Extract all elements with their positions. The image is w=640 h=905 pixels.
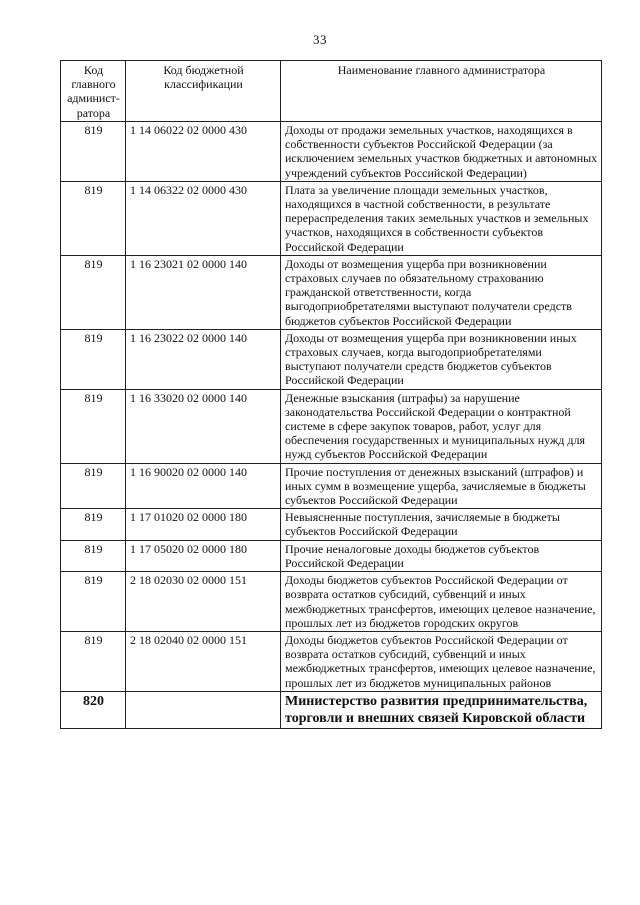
table-row	[61, 572, 602, 632]
bk-code-cell: 1 14 06322 02 0000 430	[126, 181, 281, 255]
table-row	[61, 255, 602, 329]
table-row	[61, 389, 602, 463]
bk-code-cell: 1 17 01020 02 0000 180	[126, 509, 281, 540]
ministry-admin-code: 820	[61, 691, 126, 728]
bk-code-cell: 1 16 90020 02 0000 140	[126, 463, 281, 509]
page-number: 33	[313, 32, 327, 47]
admin-code-cell: 819	[61, 389, 126, 463]
table-header-row	[61, 61, 602, 122]
budget-classification-table	[60, 60, 602, 729]
admin-name-cell: Доходы от возмещения ущерба при возникновении иных страховых случаев, когда выгодоприобретателями выступают получатели средств бюджетов субъектов Российской Федерации	[281, 329, 602, 389]
table-row	[61, 463, 602, 509]
table-row	[61, 329, 602, 389]
admin-code-cell: 819	[61, 329, 126, 389]
admin-code-cell: 819	[61, 509, 126, 540]
bk-code-cell: 2 18 02040 02 0000 151	[126, 631, 281, 691]
admin-name-cell: Прочие поступления от денежных взысканий (штрафов) и иных сумм в возмещение ущерба, зачисляемые в бюджеты субъектов Российской Федерации	[281, 463, 602, 509]
admin-code-cell: 819	[61, 122, 126, 182]
admin-code-cell: 819	[61, 631, 126, 691]
admin-name-cell: Плата за увеличение площади земельных участков, находящихся в частной собственности, в результате перераспределения таких земельных участков и земельных участков, находящихся в собственности субъектов Российской Федерации	[281, 181, 602, 255]
table-row	[61, 540, 602, 571]
admin-code-cell: 819	[61, 540, 126, 571]
admin-name-cell: Доходы от возмещения ущерба при возникновении страховых случаев по обязательному страхованию гражданской ответственности, когда выгодоприобретателями выступают получатели средств бюджетов субъектов Российской Федерации	[281, 255, 602, 329]
header-admin-code: Код главного админист-ратора	[61, 61, 126, 122]
table-row	[61, 181, 602, 255]
admin-code-cell: 819	[61, 181, 126, 255]
admin-name-cell: Невыясненные поступления, зачисляемые в бюджеты субъектов Российской Федерации	[281, 509, 602, 540]
bk-code-cell: 1 16 23021 02 0000 140	[126, 255, 281, 329]
table-row	[61, 509, 602, 540]
bk-code-cell: 1 16 33020 02 0000 140	[126, 389, 281, 463]
admin-name-cell: Доходы бюджетов субъектов Российской Федерации от возврата остатков субсидий, субвенций и иных межбюджетных трансфертов, имеющих целевое назначение, прошлых лет из бюджетов муниципальных районов	[281, 631, 602, 691]
ministry-name: Министерство развития предпринимательства, торговли и внешних связей Кировской области	[281, 691, 602, 728]
admin-code-cell: 819	[61, 255, 126, 329]
admin-name-cell: Прочие неналоговые доходы бюджетов субъектов Российской Федерации	[281, 540, 602, 571]
admin-name-cell: Доходы от продажи земельных участков, находящихся в собственности субъектов Российской Федерации (за исключением земельных участков бюджетных и автономных учреждений субъектов Российской Федерации)	[281, 122, 602, 182]
admin-code-cell: 819	[61, 463, 126, 509]
bk-code-cell: 2 18 02030 02 0000 151	[126, 572, 281, 632]
bk-code-cell: 1 16 23022 02 0000 140	[126, 329, 281, 389]
table-row	[61, 122, 602, 182]
table-row	[61, 631, 602, 691]
header-admin-name: Наименование главного администратора	[281, 61, 602, 122]
admin-code-cell: 819	[61, 572, 126, 632]
admin-name-cell: Денежные взыскания (штрафы) за нарушение законодательства Российской Федерации о контрактной системе в сфере закупок товаров, работ, услуг для обеспечения государственных и муниципальных нужд для нужд субъектов Российской Федерации	[281, 389, 602, 463]
ministry-bk-code	[126, 691, 281, 728]
ministry-header-row	[61, 691, 602, 728]
bk-code-cell: 1 17 05020 02 0000 180	[126, 540, 281, 571]
admin-name-cell: Доходы бюджетов субъектов Российской Федерации от возврата остатков субсидий, субвенций и иных межбюджетных трансфертов, имеющих целевое назначение, прошлых лет из бюджетов городских округов	[281, 572, 602, 632]
header-bk-code: Код бюджетной классификации	[126, 61, 281, 122]
bk-code-cell: 1 14 06022 02 0000 430	[126, 122, 281, 182]
